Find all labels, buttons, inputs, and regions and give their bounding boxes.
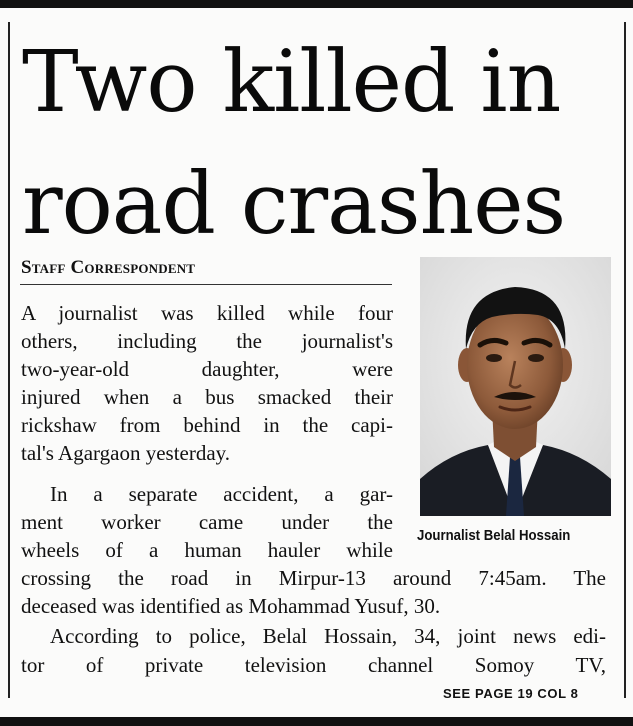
body-line: According to police, Belal Hossain, 34, joint news edi- xyxy=(50,624,606,648)
portrait-photo-icon xyxy=(420,257,611,516)
top-border-rule xyxy=(0,0,633,8)
body-line: A journalist was killed while four xyxy=(21,301,393,325)
body-line: deceased was identified as Mohammad Yusuf, 30. xyxy=(21,594,441,618)
body-line: In a separate accident, a gar- xyxy=(50,482,393,506)
left-column-rule xyxy=(8,22,10,698)
photo-caption: Journalist Belal Hossain xyxy=(417,527,571,544)
body-line: crossing the road in Mirpur-13 around 7:45am. The xyxy=(21,566,606,590)
body-line: others, including the journalist's xyxy=(21,329,393,353)
headline-line-1: Two killed in xyxy=(22,33,561,132)
body-line: tal's Agargaon yesterday. xyxy=(21,441,231,465)
byline-rule xyxy=(20,284,392,285)
body-line: injured when a bus smacked their xyxy=(21,385,393,409)
byline: Staff Correspondent xyxy=(21,257,196,278)
body-line: rickshaw from behind in the capi- xyxy=(21,413,393,437)
body-line: wheels of a human hauler while xyxy=(21,538,393,562)
body-line: tor of private television channel Somoy TV, xyxy=(21,653,606,677)
body-line: two-year-old daughter, were xyxy=(21,357,393,381)
body-line: ment worker came under the xyxy=(21,510,393,534)
bottom-border-rule xyxy=(0,717,633,726)
journalist-photo xyxy=(420,257,611,516)
continuation-note: SEE PAGE 19 COL 8 xyxy=(443,686,579,701)
headline-line-2: road crashes xyxy=(22,155,566,254)
right-column-rule xyxy=(624,22,626,698)
